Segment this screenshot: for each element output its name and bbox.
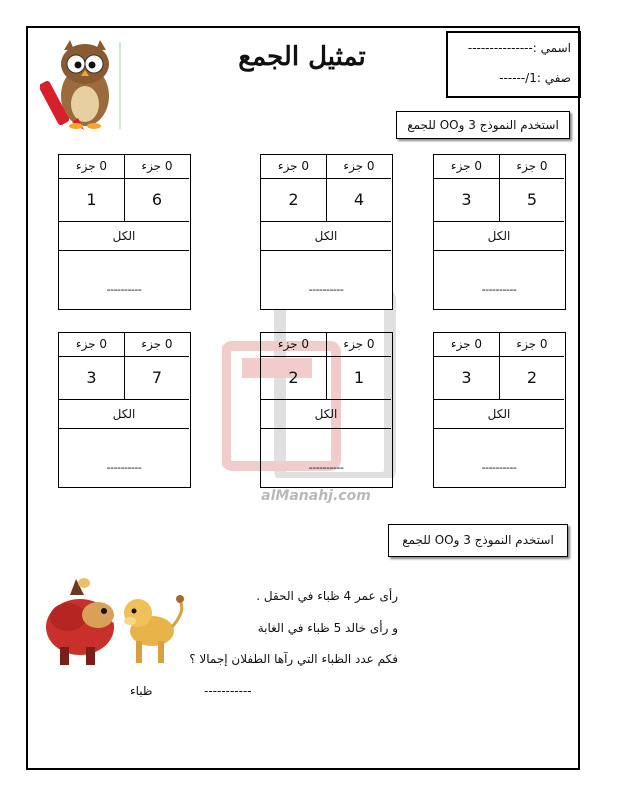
part-label: 0 جزء [125, 155, 189, 179]
part-value: 1 [59, 179, 125, 222]
part-label: 0 جزء [59, 333, 125, 357]
part-label: 0 جزء [59, 155, 125, 179]
part-value: 3 [59, 357, 125, 400]
part-label: 0 جزء [261, 155, 327, 179]
answer-blank[interactable]: ----------- [204, 684, 252, 698]
whole-label: الكل [59, 400, 189, 429]
problem-question: فكم عدد الظباء التي رآها الطفلان إجمالا ؟ [189, 652, 398, 666]
part-value: 5 [500, 179, 564, 222]
part-label: 0 جزء [434, 155, 500, 179]
part-value: 3 [434, 357, 500, 400]
whole-label: الكل [59, 222, 189, 251]
part-whole-model [58, 154, 191, 310]
word-problem-instruction: استخدم النموذج 3 وOO للجمع [388, 524, 568, 557]
page-title: تمثيل الجمع [238, 42, 366, 72]
part-value: 2 [500, 357, 564, 400]
cartoon-illustration [40, 565, 190, 670]
watermark-text: alManahj.com [261, 488, 371, 504]
student-info-box [446, 31, 581, 98]
whole-label: الكل [434, 400, 564, 429]
part-label: 0 جزء [125, 333, 189, 357]
answer-unit: ظباء [130, 684, 153, 698]
whole-label: الكل [261, 400, 391, 429]
whole-answer-blank[interactable]: ---------- [481, 461, 517, 474]
part-value: 1 [327, 357, 391, 400]
part-whole-model [260, 332, 393, 488]
part-value: 2 [261, 179, 327, 222]
class-line: صفي :1/------ [499, 71, 571, 85]
part-whole-model [58, 332, 191, 488]
part-label: 0 جزء [500, 155, 564, 179]
part-label: 0 جزء [434, 333, 500, 357]
part-value: 7 [125, 357, 189, 400]
part-label: 0 جزء [327, 155, 391, 179]
part-whole-model [433, 154, 566, 310]
whole-answer-blank[interactable]: ---------- [481, 283, 517, 296]
problem-line-1: رأى عمر 4 ظباء في الحقل . [256, 589, 398, 603]
whole-label: الكل [261, 222, 391, 251]
part-label: 0 جزء [261, 333, 327, 357]
owl-illustration [40, 34, 130, 134]
whole-answer-blank[interactable]: ---------- [308, 461, 344, 474]
part-whole-model [433, 332, 566, 488]
whole-answer-blank[interactable]: ---------- [106, 283, 142, 296]
part-value: 2 [261, 357, 327, 400]
problem-line-2: و رأى خالد 5 ظباء في الغابة [257, 621, 398, 635]
part-whole-model [260, 154, 393, 310]
whole-answer-blank[interactable]: ---------- [106, 461, 142, 474]
part-label: 0 جزء [500, 333, 564, 357]
whole-answer-blank[interactable]: ---------- [308, 283, 344, 296]
part-value: 3 [434, 179, 500, 222]
part-label: 0 جزء [327, 333, 391, 357]
part-value: 4 [327, 179, 391, 222]
whole-label: الكل [434, 222, 564, 251]
part-value: 6 [125, 179, 189, 222]
name-line: اسمي :--------------- [467, 41, 571, 55]
instruction-box: استخدم النموذج 3 وOO للجمع [396, 111, 570, 139]
